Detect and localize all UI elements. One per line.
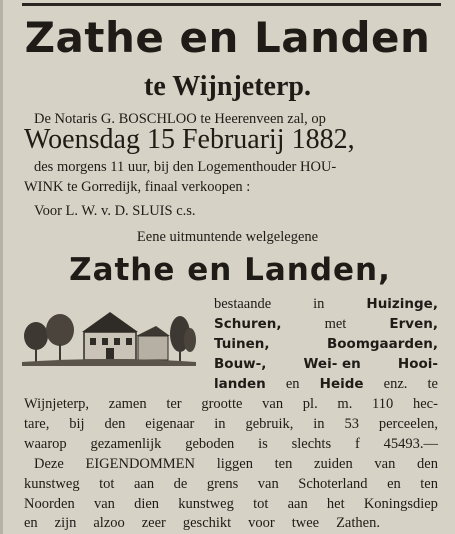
word: zeer — [141, 515, 166, 531]
body-line-7 — [24, 513, 380, 533]
word: is — [258, 436, 268, 452]
word: en — [387, 476, 401, 492]
word: aan — [287, 496, 308, 512]
word: waarop — [24, 436, 67, 452]
word: tare, — [24, 416, 50, 432]
word: alzoo — [93, 515, 125, 531]
property-heading: Zathe en Landen, — [69, 252, 391, 288]
word: slechts — [291, 436, 332, 452]
word: landen — [214, 376, 266, 392]
word: Wei- en — [303, 356, 361, 372]
word: grens — [206, 476, 239, 492]
word: te — [427, 376, 438, 392]
word: in — [313, 416, 325, 432]
desc-line-1 — [214, 294, 438, 314]
word: in — [214, 416, 226, 432]
word: twee — [291, 515, 320, 531]
word: 53 — [344, 416, 359, 432]
word: en — [24, 515, 38, 531]
word: van — [93, 496, 115, 512]
body-line-5 — [24, 474, 438, 494]
property-intro: Eene uitmuntende welgelegene — [136, 229, 319, 245]
word: Boomgaarden, — [326, 336, 438, 352]
word: Wijnjeterp, — [24, 396, 90, 412]
word: den — [104, 416, 126, 432]
word: geschikt — [182, 515, 232, 531]
word: gezamenlijk — [90, 436, 162, 452]
word: tot — [253, 496, 269, 512]
word: tot — [99, 476, 115, 492]
word: dien — [134, 496, 160, 512]
word: perceelen, — [378, 416, 438, 432]
desc-line-2 — [214, 314, 438, 334]
word: met — [324, 316, 347, 332]
body-line-4 — [34, 454, 438, 474]
word: van — [257, 476, 279, 492]
desc-line-3 — [214, 334, 438, 354]
word: kunstweg — [178, 496, 234, 512]
word: Koningsdiep — [363, 496, 438, 512]
word: ter — [166, 396, 182, 412]
word: Tuinen, — [214, 336, 270, 352]
word: bestaande — [214, 296, 272, 312]
word: 110 — [372, 396, 394, 412]
word: kunstweg — [24, 476, 80, 492]
word: grootte — [201, 396, 243, 412]
time-line: des morgens 11 uur, bij den Logementhouder HOU- — [34, 159, 337, 175]
location-line: WINK te Gorredijk, finaal verkoopen : — [24, 179, 251, 195]
desc-line-4 — [214, 354, 438, 374]
intro-line: De Notaris G. BOSCHLOO te Heerenveen zal, op — [34, 111, 326, 127]
word: f — [354, 436, 360, 452]
word: hec- — [412, 396, 438, 412]
sale-date: Woensdag 15 Februarij 1882, — [24, 124, 355, 155]
word: pl. — [302, 396, 318, 412]
word: van — [262, 396, 284, 412]
word: Heide — [319, 376, 364, 392]
body-line-6 — [24, 494, 438, 514]
word: m. — [337, 396, 353, 412]
word: eigenaar — [145, 416, 195, 432]
word: in — [313, 296, 325, 312]
word: aan — [133, 476, 155, 492]
word: Bouw-, — [214, 356, 267, 372]
word: ten — [274, 456, 293, 472]
word: voor — [248, 515, 275, 531]
top-rule — [22, 3, 441, 6]
word: Zathen. — [336, 515, 380, 531]
word: enz. — [383, 376, 408, 392]
word: het — [326, 496, 345, 512]
word: zamen — [108, 396, 147, 412]
word: Hooi- — [397, 356, 438, 372]
word: van — [374, 456, 396, 472]
farmhouse-vignette — [20, 300, 196, 370]
seller-line: Voor L. W. v. D. SLUIS c.s. — [34, 203, 196, 219]
word: zijn — [54, 515, 77, 531]
word: ten — [420, 476, 438, 492]
word: gebruik, — [245, 416, 294, 432]
word: den — [417, 456, 438, 472]
word: Schoterland — [298, 476, 368, 492]
word: EIGENDOMMEN — [85, 456, 196, 472]
word: de — [173, 476, 188, 492]
word: liggen — [216, 456, 253, 472]
body-line-3 — [24, 434, 438, 454]
body-line-2 — [24, 414, 438, 434]
word: geboden — [185, 436, 235, 452]
word: 45493.— — [383, 436, 438, 452]
word: Deze — [34, 456, 64, 472]
word: Noorden — [24, 496, 75, 512]
desc-line-5 — [214, 374, 438, 394]
word: en — [285, 376, 300, 392]
ad-place: te Wijnjeterp. — [144, 71, 311, 102]
word: bij — [69, 416, 85, 432]
body-line-1 — [24, 394, 438, 414]
word: Schuren, — [214, 316, 282, 332]
word: zuiden — [314, 456, 353, 472]
word: Erven, — [389, 316, 438, 332]
ad-title: Zathe en Landen — [24, 13, 431, 62]
word: Huizinge, — [366, 296, 438, 312]
